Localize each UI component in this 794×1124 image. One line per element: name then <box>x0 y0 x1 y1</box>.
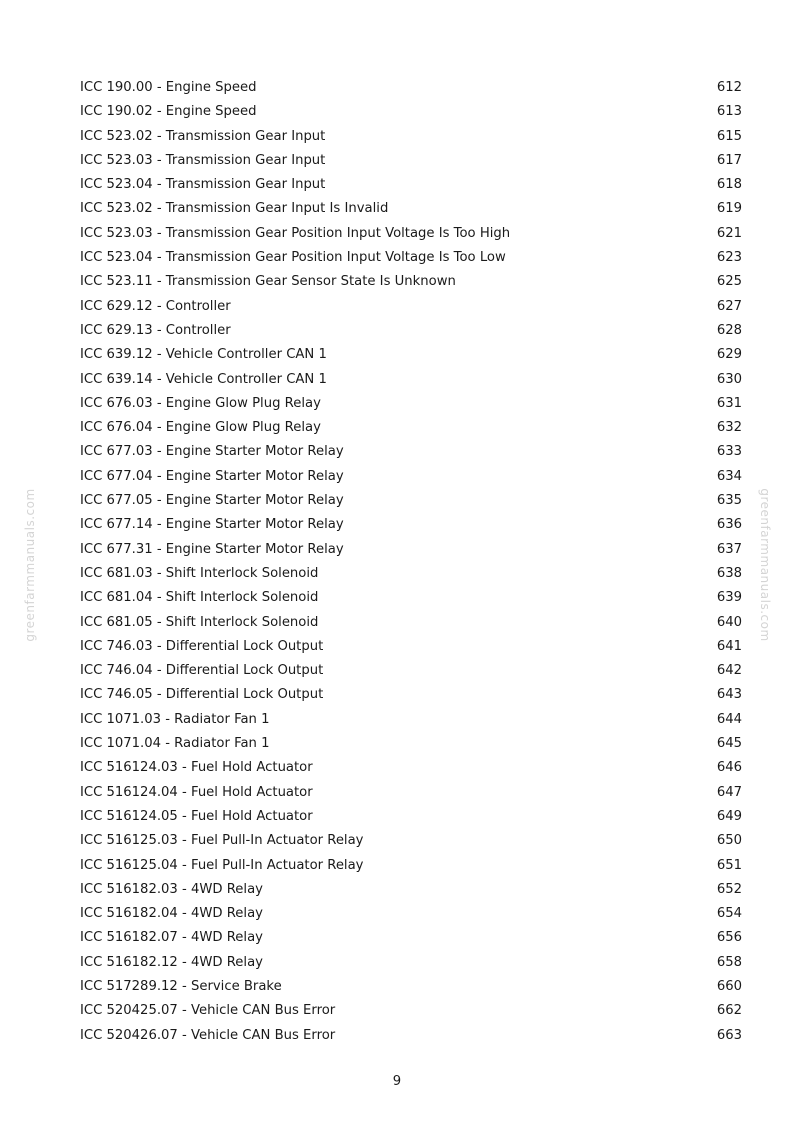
toc-entry-title: ICC 520426.07 - Vehicle CAN Bus Error <box>80 1027 336 1043</box>
toc-entry-page: 650 <box>716 833 742 849</box>
toc-entry-page: 618 <box>716 177 742 193</box>
toc-entry-page: 632 <box>716 420 742 436</box>
toc-entry-title: ICC 523.11 - Transmission Gear Sensor State Is Unknown <box>80 274 456 290</box>
toc-entry-title: ICC 516182.07 - 4WD Relay <box>80 930 263 946</box>
toc-entry-page: 634 <box>716 468 742 484</box>
toc-entry[interactable] <box>80 854 742 878</box>
toc-entry[interactable] <box>80 222 742 246</box>
toc-entry-title: ICC 516124.03 - Fuel Hold Actuator <box>80 760 313 776</box>
toc-entry-page: 635 <box>716 493 742 509</box>
watermark-right: greenfarmmanuals.com <box>758 488 772 642</box>
toc-entry[interactable] <box>80 149 742 173</box>
toc-entry-page: 637 <box>716 541 742 557</box>
toc-entry-title: ICC 681.04 - Shift Interlock Solenoid <box>80 590 319 606</box>
toc-entry-page: 639 <box>716 590 742 606</box>
toc-entry-page: 643 <box>716 687 742 703</box>
toc-entry-title: ICC 523.02 - Transmission Gear Input <box>80 128 326 144</box>
toc-entry[interactable] <box>80 295 742 319</box>
toc-entry-page: 658 <box>716 954 742 970</box>
toc-entry-title: ICC 677.04 - Engine Starter Motor Relay <box>80 468 344 484</box>
toc-entry-title: ICC 1071.03 - Radiator Fan 1 <box>80 711 270 727</box>
toc-entry-title: ICC 523.02 - Transmission Gear Input Is Invalid <box>80 201 389 217</box>
toc-entry-page: 623 <box>716 250 742 266</box>
toc-entry[interactable] <box>80 1024 742 1048</box>
toc-entry-page: 652 <box>716 881 742 897</box>
toc-entry-page: 633 <box>716 444 742 460</box>
toc-entry-title: ICC 523.03 - Transmission Gear Input <box>80 152 326 168</box>
toc-entry-title: ICC 629.13 - Controller <box>80 322 231 338</box>
toc-entry[interactable] <box>80 416 742 440</box>
toc-entry-title: ICC 190.02 - Engine Speed <box>80 104 257 120</box>
toc-entry-title: ICC 516124.05 - Fuel Hold Actuator <box>80 808 313 824</box>
toc-entry[interactable] <box>80 805 742 829</box>
toc-entry-page: 621 <box>716 225 742 241</box>
toc-entry[interactable] <box>80 368 742 392</box>
toc-entry-page: 625 <box>716 274 742 290</box>
toc-entry[interactable] <box>80 926 742 950</box>
toc-entry[interactable] <box>80 76 742 100</box>
toc-entry[interactable] <box>80 319 742 343</box>
toc-entry-title: ICC 677.05 - Engine Starter Motor Relay <box>80 493 344 509</box>
toc-entry-page: 654 <box>716 906 742 922</box>
toc-entry-page: 617 <box>716 152 742 168</box>
toc-entry-title: ICC 516124.04 - Fuel Hold Actuator <box>80 784 313 800</box>
toc-entry[interactable] <box>80 440 742 464</box>
toc-entry-page: 646 <box>716 760 742 776</box>
toc-entry[interactable] <box>80 635 742 659</box>
toc-entry[interactable] <box>80 951 742 975</box>
toc-entry-page: 644 <box>716 711 742 727</box>
toc-entry-page: 613 <box>716 104 742 120</box>
toc-entry-title: ICC 523.04 - Transmission Gear Position Input Voltage Is Too Low <box>80 250 506 266</box>
toc-entry[interactable] <box>80 756 742 780</box>
toc-entry-title: ICC 677.03 - Engine Starter Motor Relay <box>80 444 344 460</box>
toc-entry-title: ICC 1071.04 - Radiator Fan 1 <box>80 736 270 752</box>
toc-entry-title: ICC 681.05 - Shift Interlock Solenoid <box>80 614 319 630</box>
toc-entry[interactable] <box>80 659 742 683</box>
toc-entry-title: ICC 190.00 - Engine Speed <box>80 80 257 95</box>
toc-entry-title: ICC 681.03 - Shift Interlock Solenoid <box>80 565 319 581</box>
page-number: 9 <box>392 1074 402 1089</box>
toc-entry-page: 645 <box>716 736 742 752</box>
toc-entry[interactable] <box>80 343 742 367</box>
toc-entry-title: ICC 676.03 - Engine Glow Plug Relay <box>80 395 321 411</box>
toc-entry-title: ICC 523.03 - Transmission Gear Position Input Voltage Is Too High <box>80 225 511 241</box>
toc-entry[interactable] <box>80 829 742 853</box>
toc-entry-page: 630 <box>716 371 742 387</box>
toc-entry-title: ICC 516182.03 - 4WD Relay <box>80 881 263 897</box>
toc-entry-page: 662 <box>716 1003 742 1019</box>
toc-entry-title: ICC 516125.04 - Fuel Pull-In Actuator Relay <box>80 857 364 873</box>
toc-entry[interactable] <box>80 878 742 902</box>
toc-entry[interactable] <box>80 489 742 513</box>
toc-entry-page: 638 <box>716 565 742 581</box>
toc-entry[interactable] <box>80 611 742 635</box>
toc-entry-page: 619 <box>716 201 742 217</box>
toc-entry[interactable] <box>80 465 742 489</box>
toc-entry[interactable] <box>80 513 742 537</box>
toc-entry-page: 663 <box>716 1027 742 1043</box>
toc-entry-page: 636 <box>716 517 742 533</box>
toc-entry-page: 615 <box>716 128 742 144</box>
toc-entry-title: ICC 746.04 - Differential Lock Output <box>80 663 324 679</box>
toc-entry-title: ICC 639.12 - Vehicle Controller CAN 1 <box>80 347 327 363</box>
toc-entry-page: 649 <box>716 808 742 824</box>
toc-entry[interactable] <box>80 246 742 270</box>
toc-entry-page: 612 <box>716 80 742 95</box>
toc-entry[interactable] <box>80 975 742 999</box>
toc-entry-page: 642 <box>716 663 742 679</box>
toc-entry[interactable] <box>80 125 742 149</box>
toc-entry-title: ICC 517289.12 - Service Brake <box>80 978 282 994</box>
toc-entry-page: 647 <box>716 784 742 800</box>
toc-entry-title: ICC 677.14 - Engine Starter Motor Relay <box>80 517 344 533</box>
toc-entry[interactable] <box>80 732 742 756</box>
toc-entry-title: ICC 676.04 - Engine Glow Plug Relay <box>80 420 321 436</box>
toc-entry-page: 641 <box>716 638 742 654</box>
toc-entry[interactable] <box>80 781 742 805</box>
toc-entry[interactable] <box>80 173 742 197</box>
toc-entry-page: 631 <box>716 395 742 411</box>
toc-entry[interactable] <box>80 197 742 221</box>
toc-entry[interactable] <box>80 586 742 610</box>
toc-entry-title: ICC 516182.04 - 4WD Relay <box>80 906 263 922</box>
toc-entry-page: 660 <box>716 978 742 994</box>
toc-entry-page: 628 <box>716 322 742 338</box>
toc-entry[interactable] <box>80 538 742 562</box>
toc-entry-title: ICC 746.03 - Differential Lock Output <box>80 638 324 654</box>
toc-entry-title: ICC 520425.07 - Vehicle CAN Bus Error <box>80 1003 336 1019</box>
toc-entry[interactable] <box>80 100 742 124</box>
toc-entry-page: 656 <box>716 930 742 946</box>
toc-entry-title: ICC 677.31 - Engine Starter Motor Relay <box>80 541 344 557</box>
toc-entry[interactable] <box>80 270 742 294</box>
toc-entry-title: ICC 639.14 - Vehicle Controller CAN 1 <box>80 371 327 387</box>
toc-entry[interactable] <box>80 708 742 732</box>
toc-entry[interactable] <box>80 902 742 926</box>
toc-entry-title: ICC 516182.12 - 4WD Relay <box>80 954 263 970</box>
watermark-left: greenfarmmanuals.com <box>23 488 37 642</box>
toc-entry-title: ICC 629.12 - Controller <box>80 298 231 314</box>
table-of-contents <box>80 76 742 1048</box>
toc-entry[interactable] <box>80 683 742 707</box>
toc-entry-title: ICC 523.04 - Transmission Gear Input <box>80 177 326 193</box>
toc-entry[interactable] <box>80 562 742 586</box>
toc-entry-page: 629 <box>716 347 742 363</box>
toc-entry[interactable] <box>80 999 742 1023</box>
toc-entry-page: 627 <box>716 298 742 314</box>
toc-entry-page: 640 <box>716 614 742 630</box>
toc-entry-page: 651 <box>716 857 742 873</box>
toc-entry-title: ICC 516125.03 - Fuel Pull-In Actuator Relay <box>80 833 364 849</box>
toc-entry-title: ICC 746.05 - Differential Lock Output <box>80 687 324 703</box>
toc-entry[interactable] <box>80 392 742 416</box>
